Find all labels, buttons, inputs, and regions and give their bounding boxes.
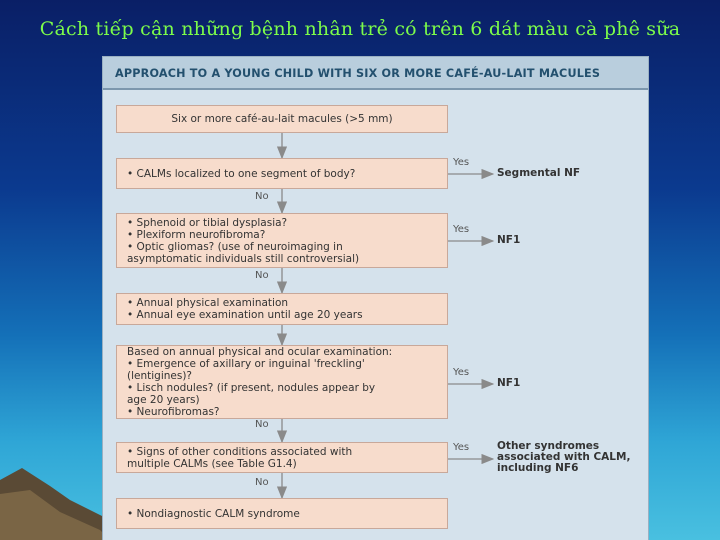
yes-label: Yes	[453, 224, 470, 235]
flowchart-header: APPROACH TO A YOUNG CHILD WITH SIX OR MORE CAFÉ-AU-LAIT MACULES	[103, 57, 648, 90]
no-label: No	[255, 477, 269, 488]
box-line: • Nondiagnostic CALM syndrome	[127, 507, 300, 520]
box-line: asymptomatic individuals still controversial)	[127, 252, 360, 265]
box-line: Six or more café-au-lait macules (>5 mm)	[171, 113, 393, 125]
flow-box-other-conditions-question	[116, 442, 448, 473]
yes-label: Yes	[453, 367, 470, 378]
no-label: No	[255, 270, 269, 281]
box-line: multiple CALMs (see Table G1.4)	[127, 457, 297, 470]
box-line: • Plexiform neurofibroma?	[127, 228, 266, 241]
flow-box-segmental-question	[116, 158, 448, 189]
result-line: associated with CALM,	[497, 451, 631, 463]
yes-label: Yes	[453, 442, 470, 453]
result-nf1-second	[497, 378, 520, 389]
box-line: age 20 years)	[127, 394, 200, 406]
flow-box-annual-exam	[116, 293, 448, 325]
box-line: • Lisch nodules? (if present, nodules appear by	[127, 382, 376, 394]
yes-label: Yes	[453, 157, 470, 168]
box-line: • Neurofibromas?	[127, 406, 220, 418]
box-line: • Sphenoid or tibial dysplasia?	[127, 216, 288, 229]
result-line: NF1	[497, 234, 521, 246]
result-nf1-first	[497, 235, 520, 246]
flow-box-start	[116, 105, 448, 133]
result-line: including NF6	[497, 462, 579, 474]
box-line: • CALMs localized to one segment of body?	[127, 167, 356, 180]
box-line: (lentigines)?	[127, 370, 192, 382]
result-segmental-nf	[497, 168, 580, 179]
flow-box-ocular-exam-question	[116, 345, 448, 419]
box-line: Based on annual physical and ocular examination:	[127, 346, 393, 358]
box-line: • Optic gliomas? (use of neuroimaging in	[127, 240, 343, 253]
flow-box-dysplasia-question	[116, 213, 448, 268]
box-line: • Annual eye examination until age 20 years	[127, 309, 363, 321]
box-line: • Annual physical examination	[127, 297, 289, 309]
flow-box-nondiagnostic	[116, 498, 448, 529]
result-line: NF1	[497, 377, 521, 389]
box-line: • Signs of other conditions associated with	[127, 445, 353, 458]
result-line: Segmental NF	[497, 167, 581, 179]
no-label: No	[255, 191, 269, 202]
mountain-decoration	[0, 460, 110, 540]
box-line: • Emergence of axillary or inguinal 'freckling'	[127, 358, 365, 370]
slide-title: Cách tiếp cận những bệnh nhân trẻ có trên 6 dát màu cà phê sữa	[39, 18, 681, 40]
flowchart-panel	[103, 57, 648, 540]
result-line: Other syndromes	[497, 440, 600, 452]
result-other-syndromes	[497, 441, 630, 474]
no-label: No	[255, 419, 269, 430]
